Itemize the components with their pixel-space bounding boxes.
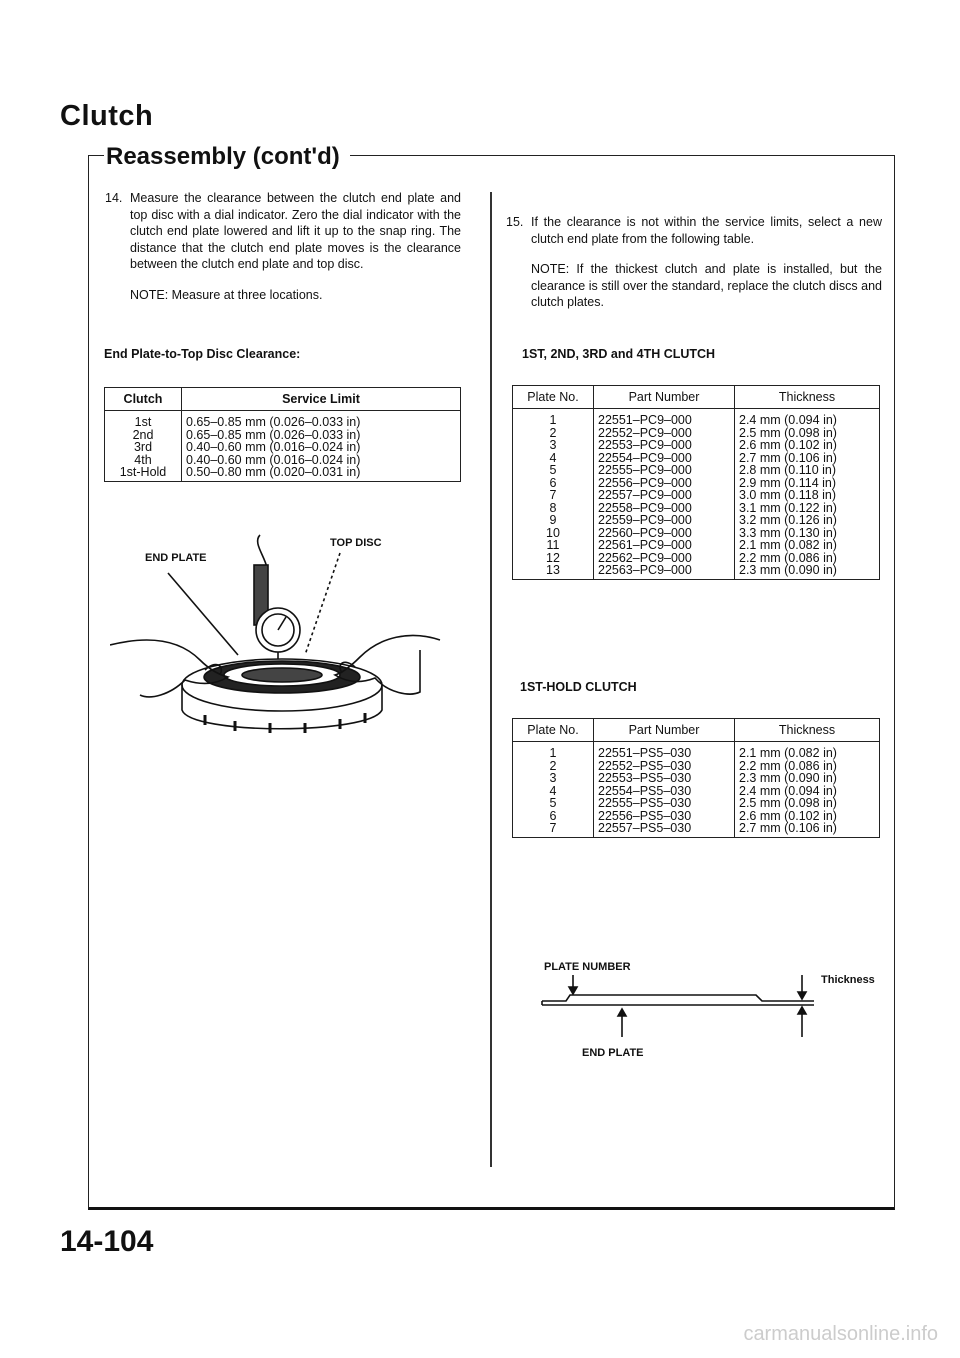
table-row xyxy=(513,564,880,579)
end-plate-label: END PLATE xyxy=(145,552,207,564)
table-cell: 22557–PS5–030 xyxy=(594,822,735,837)
table-cell: 4 xyxy=(513,785,594,798)
table-cell: 3 xyxy=(513,772,594,785)
plate-table-1234 xyxy=(512,385,880,580)
col-header-part-number: Part Number xyxy=(594,386,735,409)
table-cell: 22557–PC9–000 xyxy=(594,489,735,502)
table-cell: 3.2 mm (0.126 in) xyxy=(735,514,880,527)
table-cell: 22560–PC9–000 xyxy=(594,527,735,540)
step-number: 15. xyxy=(506,215,524,229)
table-cell: 22555–PS5–030 xyxy=(594,797,735,810)
top-disc-label: TOP DISC xyxy=(330,537,382,549)
table-cell: 0.40–0.60 mm (0.016–0.024 in) xyxy=(182,441,461,454)
column-divider xyxy=(490,192,492,1167)
table-row xyxy=(105,441,461,454)
table-cell: 22553–PS5–030 xyxy=(594,772,735,785)
plate-table-hold xyxy=(512,718,880,838)
table-cell: 2.2 mm (0.086 in) xyxy=(735,760,880,773)
table-cell: 2.4 mm (0.094 in) xyxy=(735,409,880,427)
table-cell: 2.3 mm (0.090 in) xyxy=(735,564,880,579)
table-cell: 11 xyxy=(513,539,594,552)
table-cell: 2 xyxy=(513,760,594,773)
table-cell: 2.5 mm (0.098 in) xyxy=(735,797,880,810)
table-row xyxy=(105,466,461,481)
plate-number-label: PLATE NUMBER xyxy=(544,961,631,973)
table-cell: 22553–PC9–000 xyxy=(594,439,735,452)
table-cell: 1st xyxy=(105,411,182,429)
thickness-label: Thickness xyxy=(821,974,875,986)
table-cell: 22561–PC9–000 xyxy=(594,539,735,552)
table-cell: 22554–PS5–030 xyxy=(594,785,735,798)
table-cell: 3 xyxy=(513,439,594,452)
col-header-clutch: Clutch xyxy=(105,388,182,411)
table-cell: 7 xyxy=(513,489,594,502)
col-header-part-number: Part Number xyxy=(594,719,735,742)
table-cell: 2 xyxy=(513,427,594,440)
table-cell: 9 xyxy=(513,514,594,527)
table-hold-heading: 1ST-HOLD CLUTCH xyxy=(520,680,637,694)
table-cell: 3.0 mm (0.118 in) xyxy=(735,489,880,502)
col-header-service-limit: Service Limit xyxy=(182,388,461,411)
table-cell: 2.1 mm (0.082 in) xyxy=(735,742,880,760)
step-15 xyxy=(506,214,882,311)
table-cell: 12 xyxy=(513,552,594,565)
table-cell: 2.3 mm (0.090 in) xyxy=(735,772,880,785)
table-cell: 4th xyxy=(105,454,182,467)
col-header-thickness: Thickness xyxy=(735,386,880,409)
table-cell: 22552–PC9–000 xyxy=(594,427,735,440)
table-cell: 22555–PC9–000 xyxy=(594,464,735,477)
table-1234-heading: 1ST, 2ND, 3RD and 4TH CLUTCH xyxy=(522,347,716,361)
table-cell: 22562–PC9–000 xyxy=(594,552,735,565)
table-cell: 3.1 mm (0.122 in) xyxy=(735,502,880,515)
table-cell: 2.8 mm (0.110 in) xyxy=(735,464,880,477)
table-row xyxy=(513,439,880,452)
table-cell: 2.1 mm (0.082 in) xyxy=(735,539,880,552)
table-cell: 22556–PC9–000 xyxy=(594,477,735,490)
table-cell: 6 xyxy=(513,477,594,490)
table-cell: 22556–PS5–030 xyxy=(594,810,735,823)
step-15-text: If the clearance is not within the service limits, select a new clutch end plate from the following table. xyxy=(531,215,882,246)
table-cell: 5 xyxy=(513,797,594,810)
table-cell: 1 xyxy=(513,409,594,427)
table-cell: 8 xyxy=(513,502,594,515)
table-row xyxy=(105,411,461,429)
table-cell: 22554–PC9–000 xyxy=(594,452,735,465)
page-number: 14-104 xyxy=(60,1225,154,1258)
col-header-thickness: Thickness xyxy=(735,719,880,742)
table-cell: 10 xyxy=(513,527,594,540)
table-cell: 22558–PC9–000 xyxy=(594,502,735,515)
table-cell: 2.6 mm (0.102 in) xyxy=(735,439,880,452)
table-cell: 2.9 mm (0.114 in) xyxy=(735,477,880,490)
table-cell: 2.4 mm (0.094 in) xyxy=(735,785,880,798)
table-row xyxy=(513,489,880,502)
section-title: Reassembly (cont'd) xyxy=(104,143,350,171)
table-row xyxy=(513,822,880,837)
table-cell: 0.65–0.85 mm (0.026–0.033 in) xyxy=(182,429,461,442)
clearance-table xyxy=(104,387,461,482)
table-row xyxy=(513,797,880,810)
table-cell: 4 xyxy=(513,452,594,465)
table-cell: 2.7 mm (0.106 in) xyxy=(735,452,880,465)
table-row xyxy=(513,409,880,427)
step-14-note: NOTE: Measure at three locations. xyxy=(130,287,323,302)
table-cell: 22563–PC9–000 xyxy=(594,564,735,579)
table-cell: 2.6 mm (0.102 in) xyxy=(735,810,880,823)
table-cell: 13 xyxy=(513,564,594,579)
table-cell: 2.7 mm (0.106 in) xyxy=(735,822,880,837)
table-cell: 22551–PS5–030 xyxy=(594,742,735,760)
table-row xyxy=(513,742,880,760)
table-cell: 22552–PS5–030 xyxy=(594,760,735,773)
table-row xyxy=(513,514,880,527)
table-cell: 22551–PC9–000 xyxy=(594,409,735,427)
col-header-plate-no: Plate No. xyxy=(513,386,594,409)
table-cell: 6 xyxy=(513,810,594,823)
table-row xyxy=(513,464,880,477)
table-cell: 5 xyxy=(513,464,594,477)
table-cell: 0.65–0.85 mm (0.026–0.033 in) xyxy=(182,411,461,429)
end-plate-label-2: END PLATE xyxy=(582,1047,644,1059)
table-cell: 2nd xyxy=(105,429,182,442)
table-row xyxy=(513,539,880,552)
table-cell: 22559–PC9–000 xyxy=(594,514,735,527)
table-cell: 1st-Hold xyxy=(105,466,182,481)
step-number: 14. xyxy=(105,191,123,205)
step-14-text: Measure the clearance between the clutch end plate and top disc with a dial indicator. Zero the dial indicator with the clutch end plate lowered and lift it up to the snap ring. The distance that the clutch end plate moves is the clearance between the clutch end plate and top disc. xyxy=(130,191,461,271)
table-cell: 1 xyxy=(513,742,594,760)
page-title: Clutch xyxy=(60,100,154,132)
step-14 xyxy=(105,190,461,303)
end-plate-diagram xyxy=(530,975,820,1045)
step-15-note: NOTE: If the thickest clutch and plate is installed, but the clearance is still over the standard, replace the clutch discs and clutch plates. xyxy=(531,262,882,309)
table-cell: 3.3 mm (0.130 in) xyxy=(735,527,880,540)
dial-indicator-illustration xyxy=(110,525,450,755)
watermark: carmanualsonline.info xyxy=(743,1323,938,1345)
table-cell: 0.50–0.80 mm (0.020–0.031 in) xyxy=(182,466,461,481)
table-cell: 7 xyxy=(513,822,594,837)
col-header-plate-no: Plate No. xyxy=(513,719,594,742)
table-cell: 2.5 mm (0.098 in) xyxy=(735,427,880,440)
table-row xyxy=(513,772,880,785)
table-cell: 0.40–0.60 mm (0.016–0.024 in) xyxy=(182,454,461,467)
table-cell: 2.2 mm (0.086 in) xyxy=(735,552,880,565)
clearance-heading: End Plate-to-Top Disc Clearance: xyxy=(104,347,301,361)
table-cell: 3rd xyxy=(105,441,182,454)
